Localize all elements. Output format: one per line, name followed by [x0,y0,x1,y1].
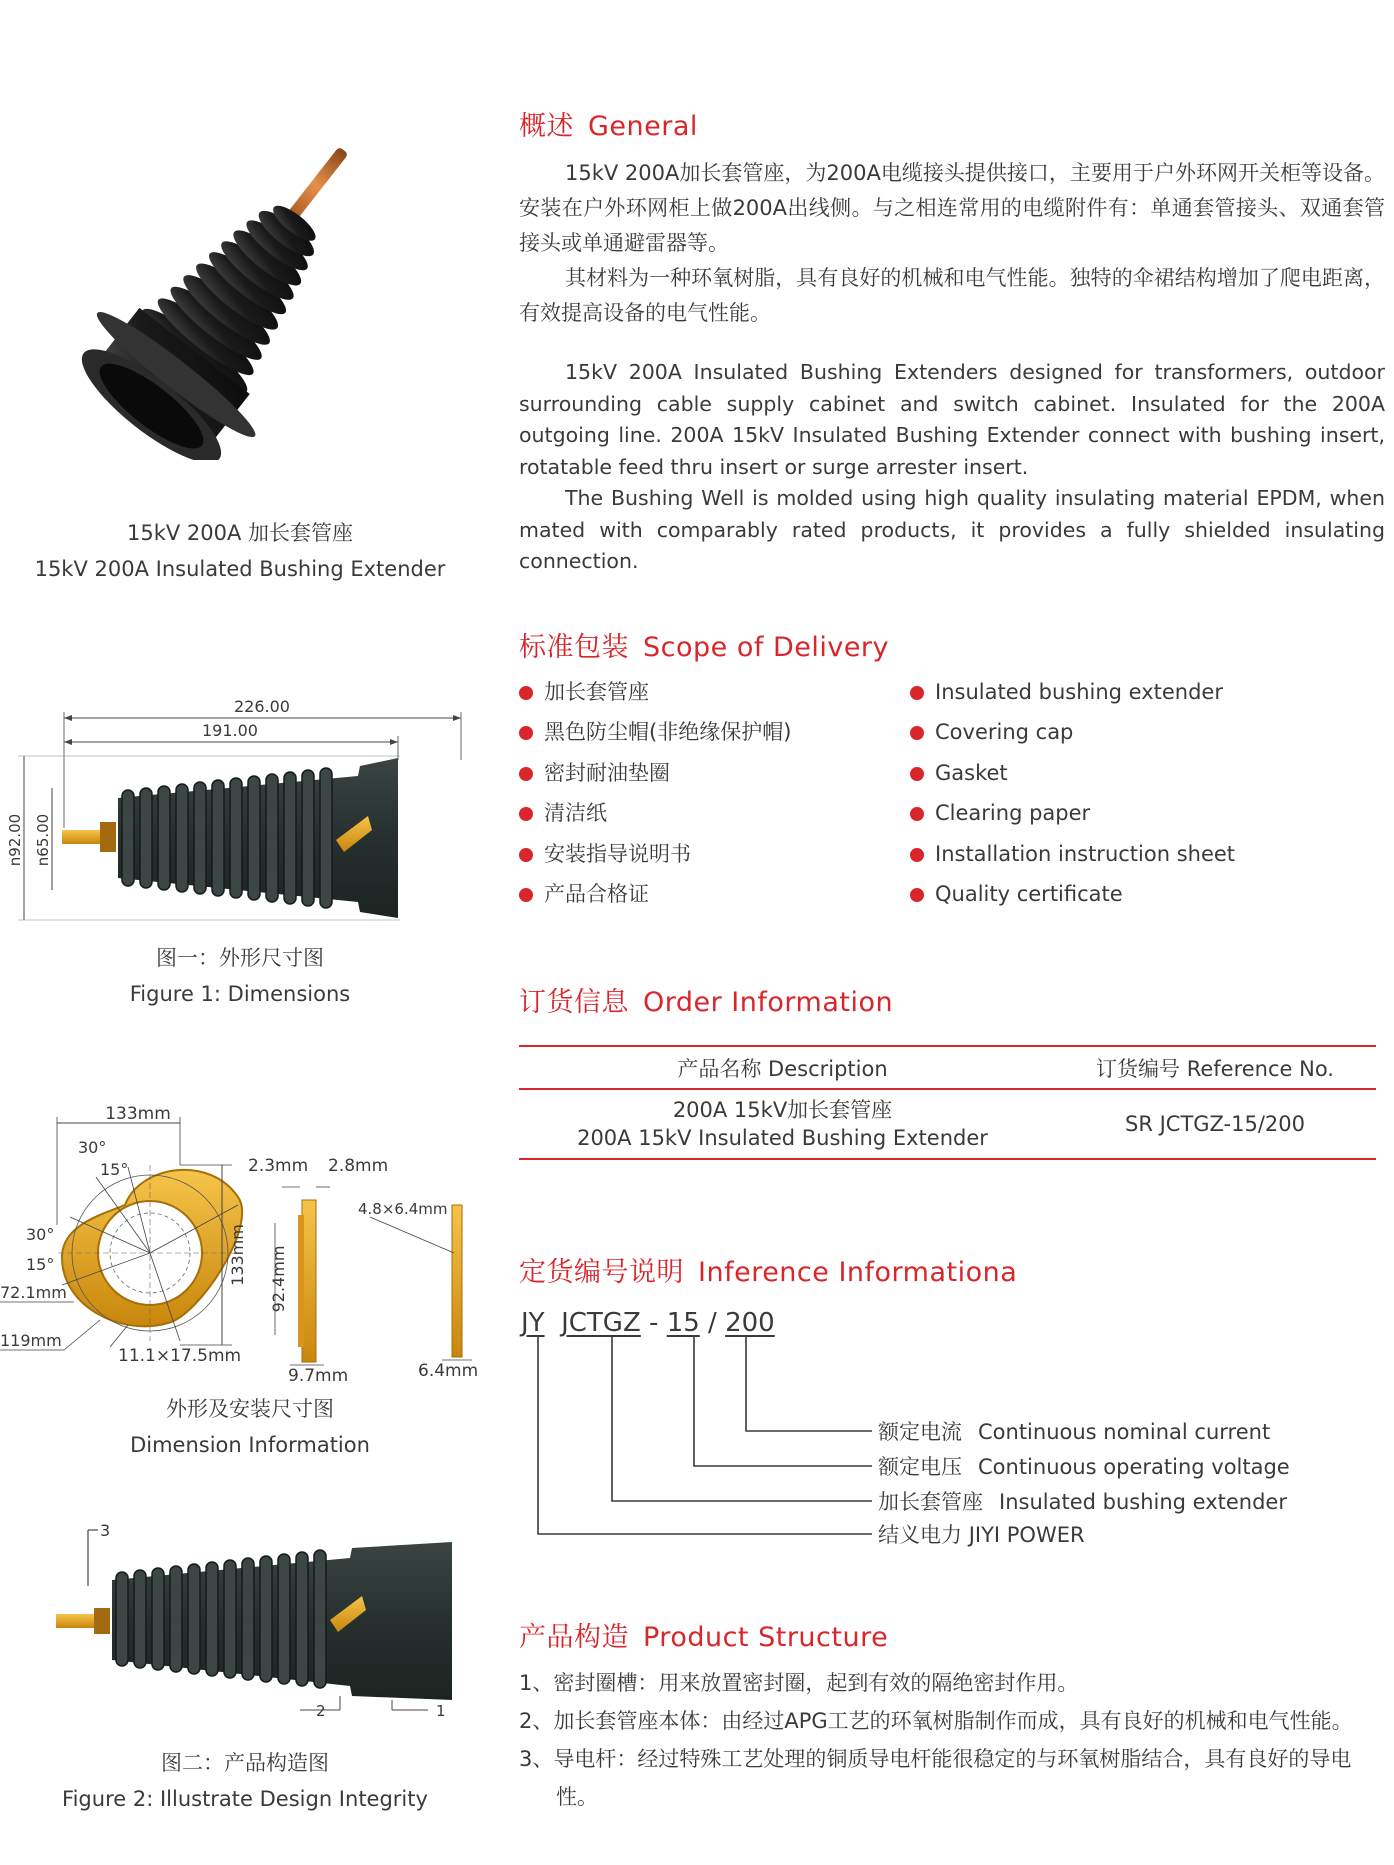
code-part-15: 15 [666,1308,700,1338]
dim-9-7: 9.7mm [288,1366,349,1385]
order-table [519,1045,1376,1160]
title-cn: 概述 [519,111,574,142]
title-cn: 订货信息 [519,987,629,1018]
dim-4-8: 4.8×6.4mm [358,1200,448,1218]
title-en: Product Structure [643,1622,889,1653]
dim-body: 191.00 [202,721,258,740]
product-caption [30,515,450,587]
col-reference: 订货编号 Reference No. [1096,1056,1334,1081]
angle-15-top: 15° [100,1160,129,1179]
list-item: 加长套管座 [519,672,791,712]
figure2-caption-cn: 图二：产品构造图 [161,1751,329,1775]
dim-92-4: 92.4mm [269,1245,288,1313]
general-p1-en: 15kV 200A Insulated Bushing Extenders designed for transformers, outdoor surrounding cable supply cabinet and switch cabinet. Insulated for the 200A outgoing line. 200A 15kV Insulated Bushing Extender connect with bushing insert, rotatable feed thru insert or surge arrester insert. [519,360,1385,479]
figure1-caption-cn: 图一：外形尺寸图 [156,946,324,970]
list-item: 1、密封圈槽：用来放置密封圈，起到有效的隔绝密封作用。 [519,1671,1079,1695]
title-cn: 产品构造 [519,1622,629,1653]
title-cn: 定货编号说明 [519,1257,684,1288]
dim-119: 119mm [0,1331,62,1350]
code-part-200: 200 [725,1308,775,1338]
title-en: Order Information [643,987,894,1018]
figure1-caption [30,940,450,1012]
angle-15-left: 15° [26,1255,55,1274]
list-item: 2、加长套管座本体：由经过APG工艺的环氧树脂制作而成，具有良好的机械和电气性能。 [519,1709,1353,1733]
label-2: 2 [316,1702,326,1720]
structure-list [519,1664,1379,1816]
inference-item-current: 额定电流 Continuous nominal current [878,1420,1271,1444]
section-title-inference [519,1250,1017,1289]
dim-2-8: 2.8mm [328,1156,389,1176]
section-title-structure [519,1615,888,1654]
col-description: 产品名称 Description [677,1056,888,1081]
product-caption-en: 15kV 200A Insulated Bushing Extender [34,557,446,581]
dim-total: 226.00 [234,697,290,716]
title-en: General [588,111,698,142]
dim-133-side: 133mm [228,1224,247,1286]
figure2-structure-drawing [0,1510,470,1720]
dimension-info-caption-en: Dimension Information [130,1433,370,1457]
inference-item-voltage: 额定电压 Continuous operating voltage [878,1455,1290,1479]
figure2-caption [30,1745,460,1817]
product-caption-cn: 15kV 200A 加长套管座 [126,521,354,545]
dim-133-top: 133mm [105,1105,171,1124]
list-item: 密封耐油垫圈 [519,753,791,793]
dim-2-3: 2.3mm [248,1156,309,1176]
dimension-info-caption [40,1391,460,1463]
scope-list-cn [519,672,791,914]
dim-6-4: 6.4mm [418,1361,479,1381]
table-header-row [519,1046,1376,1089]
list-item: 3、导电杆：经过特殊工艺处理的铜质导电杆能很稳定的与环氧树脂结合，具有良好的导电性。 [519,1747,1352,1809]
general-text-cn [519,156,1385,331]
scope-list-en [910,672,1235,914]
inference-item-brand: 结义电力 JIYI POWER [878,1523,1085,1547]
angle-30-left: 30° [26,1225,55,1244]
title-cn: 标准包装 [519,632,629,663]
list-item: 产品合格证 [519,874,791,914]
dim-inner-dia: n65.00 [34,813,52,867]
general-p1-cn: 15kV 200A加长套管座，为200A电缆接头提供接口，主要用于户外环网开关柜等设备。安装在户外环网柜上做200A出线侧。与之相连常用的电缆附件有：单通套管接头、双通套管接头或单通避雷器等。 [519,161,1385,255]
title-en: Inference Informationa [698,1257,1018,1288]
order-code: JY JCTGZ - 15 / 200 [521,1308,775,1338]
section-title-general [519,104,698,143]
dimension-info-drawing [0,1105,490,1385]
label-3: 3 [100,1521,111,1540]
list-item: Clearing paper [910,793,1235,833]
list-item: Insulated bushing extender [910,672,1235,712]
section-title-scope [519,625,889,664]
cell-description: 200A 15kV加长套管座 200A 15kV Insulated Bushing Extender [577,1098,988,1150]
list-item: 清洁纸 [519,793,791,833]
list-item: Gasket [910,753,1235,793]
section-title-order [519,980,893,1019]
inference-lines [530,1335,890,1535]
code-part-jctgz: JCTGZ [561,1308,641,1338]
dim-72: 72.1mm [0,1283,67,1302]
figure1-caption-en: Figure 1: Dimensions [129,982,351,1006]
product-photo [50,100,450,460]
list-item: 黑色防尘帽(非绝缘保护帽) [519,712,791,752]
figure2-caption-en: Figure 2: Illustrate Design Integrity [62,1787,428,1811]
general-p2-cn: 其材料为一种环氧树脂，具有良好的机械和电气性能。独特的伞裙结构增加了爬电距离，有效提高设备的电气性能。 [519,266,1385,325]
title-en: Scope of Delivery [643,632,890,663]
general-text-en [519,357,1385,578]
cell-reference: SR JCTGZ-15/200 [1124,1112,1306,1136]
figure1-dimension-drawing [0,690,470,930]
table-row [519,1089,1376,1159]
inference-item-extender: 加长套管座 Insulated bushing extender [878,1490,1287,1514]
label-1: 1 [436,1702,446,1720]
list-item: Covering cap [910,712,1235,752]
dim-slot: 11.1×17.5mm [118,1346,242,1366]
list-item: Quality certificate [910,874,1235,914]
general-p2-en: The Bushing Well is molded using high quality insulating material EPDM, when mated with comparably rated products, it provides a fully shielded insulating connection. [519,486,1385,573]
dimension-info-caption-cn: 外形及安装尺寸图 [166,1397,334,1421]
angle-30-top: 30° [78,1138,107,1157]
list-item: Installation instruction sheet [910,834,1235,874]
list-item: 安装指导说明书 [519,834,791,874]
dim-outer-dia: n92.00 [6,813,24,867]
code-part-jy: JY [521,1308,545,1338]
